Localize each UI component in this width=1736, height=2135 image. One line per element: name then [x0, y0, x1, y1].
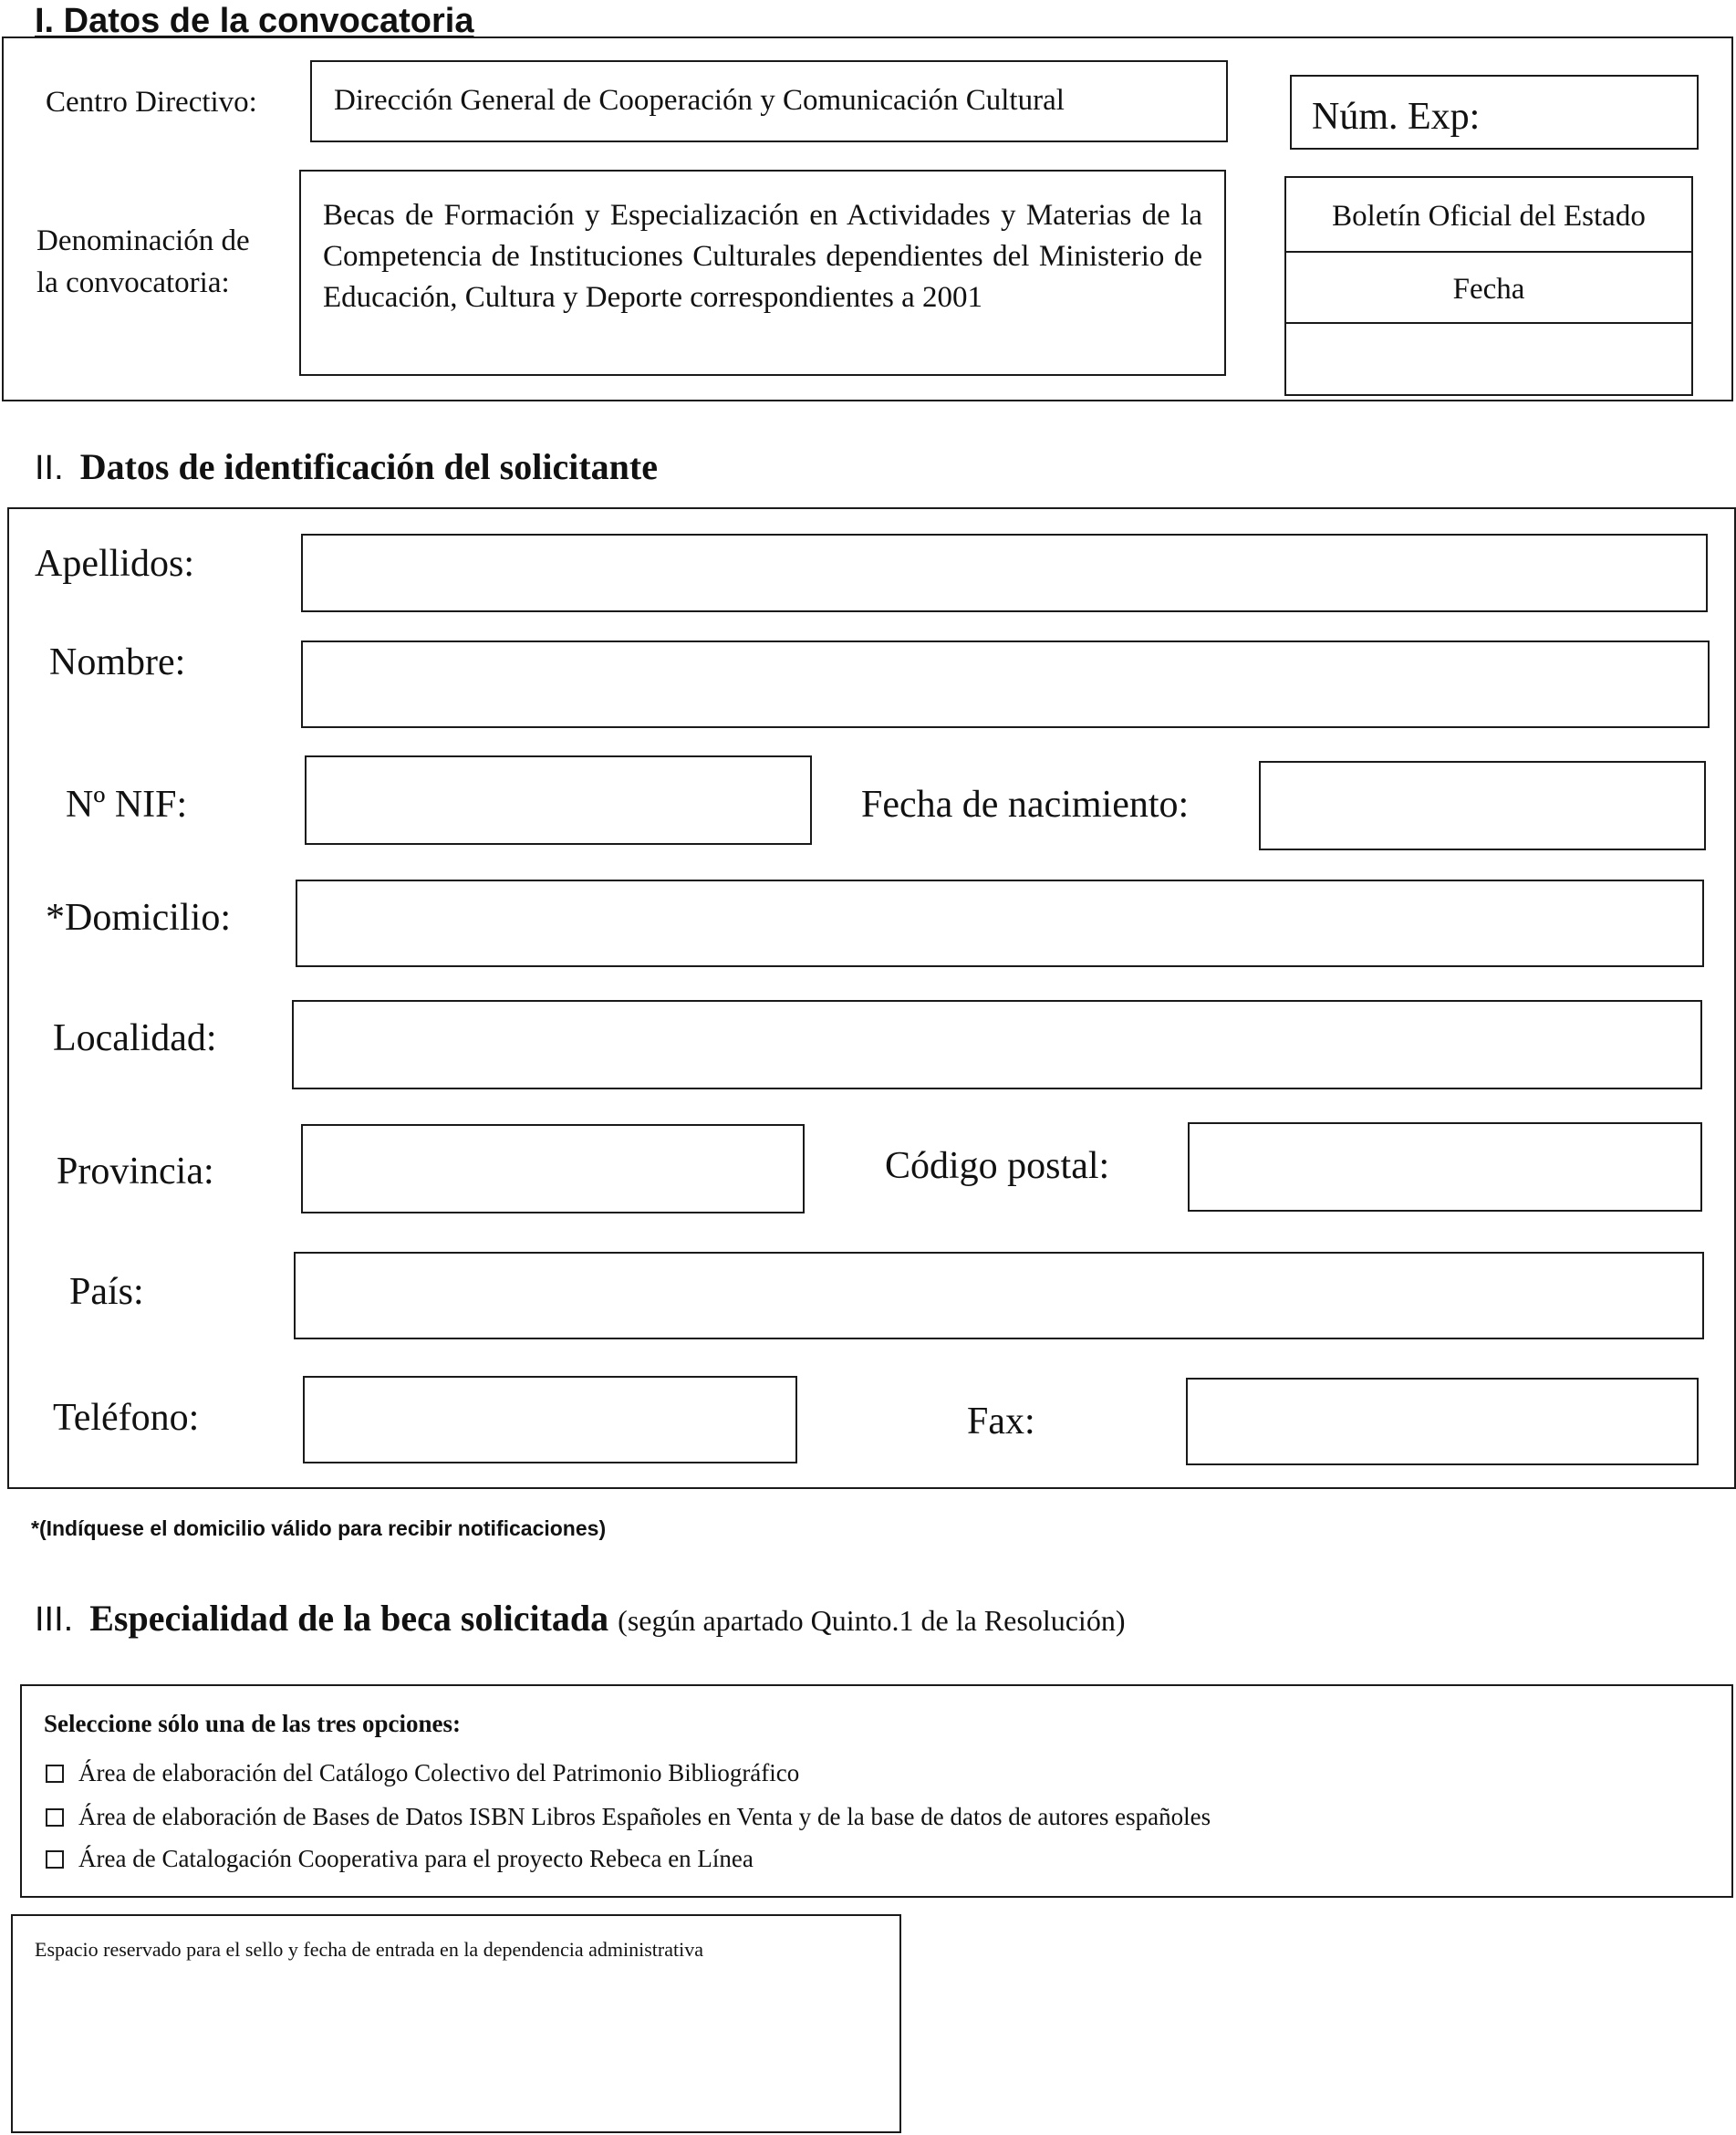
boletin-label: Boletín Oficial del Estado [1332, 200, 1646, 233]
nif-label: Nº NIF: [66, 784, 188, 826]
centro-directivo-field [310, 60, 1228, 142]
section-2-roman: II. [35, 449, 64, 487]
provincia-label: Provincia: [57, 1151, 214, 1192]
section-3-frame [20, 1684, 1733, 1898]
fecha-nacimiento-label: Fecha de nacimiento: [861, 784, 1190, 826]
option-1-label: Área de elaboración del Catálogo Colectivo del Patrimonio Bibliográfico [78, 1759, 800, 1786]
option-bases-datos-isbn[interactable] [46, 1803, 1211, 1831]
stamp-area [11, 1914, 901, 2133]
localidad-label: Localidad: [53, 1017, 217, 1059]
denominacion-value: Becas de Formación y Especialización en Actividades y Materias de la Competencia de Instituciones Culturales dependientes del Ministerio de Educación, Cultura y Deporte correspondientes a 2001 [323, 199, 1202, 314]
telefono-label: Teléfono: [53, 1397, 200, 1439]
option-3-label: Área de Catalogación Cooperativa para el proyecto Rebeca en Línea [78, 1845, 754, 1872]
pais-input[interactable] [294, 1252, 1704, 1339]
fecha-value-cell[interactable] [1286, 324, 1691, 394]
option-catalogacion-cooperativa[interactable] [46, 1845, 754, 1873]
localidad-input[interactable] [292, 1000, 1702, 1089]
section-2-title: Datos de identificación del solicitante [79, 446, 658, 487]
fecha-label: Fecha [1452, 273, 1525, 306]
section-3-title: Especialidad de la beca solicitada [89, 1598, 609, 1639]
section-1-heading: I. Datos de la convocatoria [35, 2, 474, 40]
section-3-roman: III. [35, 1600, 74, 1639]
domicilio-input[interactable] [296, 880, 1704, 967]
pais-label: País: [69, 1271, 144, 1313]
centro-directivo-label: Centro Directivo: [46, 86, 257, 119]
section-3-heading [35, 1597, 1125, 1640]
apellidos-input[interactable] [301, 534, 1708, 612]
stamp-label: Espacio reservado para el sello y fecha de entrada en la dependencia administrativa [35, 1938, 703, 1961]
denominacion-label-line2: la convocatoria: [36, 266, 230, 299]
boletin-table [1284, 176, 1693, 396]
codigo-postal-label: Código postal: [885, 1145, 1110, 1187]
option-2-checkbox[interactable] [46, 1808, 64, 1827]
domicilio-footnote: *(Indíquese el domicilio válido para recibir notificaciones) [31, 1516, 607, 1540]
centro-directivo-value: Dirección General de Cooperación y Comunicación Cultural [334, 84, 1065, 117]
option-2-label: Área de elaboración de Bases de Datos ISBN Libros Españoles en Venta y de la base de datos de autores españoles [78, 1803, 1211, 1830]
num-exp-label: Núm. Exp: [1312, 96, 1481, 138]
section-2-heading [35, 445, 658, 488]
fax-input[interactable] [1186, 1378, 1699, 1465]
denominacion-field [299, 170, 1226, 376]
boletin-cell [1286, 178, 1691, 253]
option-catalogo-colectivo[interactable] [46, 1759, 799, 1787]
nif-input[interactable] [305, 755, 812, 845]
codigo-postal-input[interactable] [1188, 1122, 1702, 1212]
apellidos-label: Apellidos: [35, 543, 194, 585]
selection-instruction: Seleccione sólo una de las tres opciones: [44, 1710, 461, 1737]
nombre-label: Nombre: [49, 641, 186, 683]
num-exp-field[interactable] [1290, 75, 1699, 150]
fecha-cell [1286, 253, 1691, 324]
fax-label: Fax: [967, 1401, 1035, 1442]
option-1-checkbox[interactable] [46, 1765, 64, 1783]
denominacion-label-line1: Denominación de [36, 224, 250, 257]
fecha-nacimiento-input[interactable] [1259, 761, 1706, 850]
section-3-subheading: (según apartado Quinto.1 de la Resolución) [618, 1604, 1126, 1637]
telefono-input[interactable] [303, 1376, 797, 1463]
domicilio-label: *Domicilio: [46, 897, 231, 939]
nombre-input[interactable] [301, 640, 1710, 728]
option-3-checkbox[interactable] [46, 1850, 64, 1869]
provincia-input[interactable] [301, 1124, 805, 1213]
